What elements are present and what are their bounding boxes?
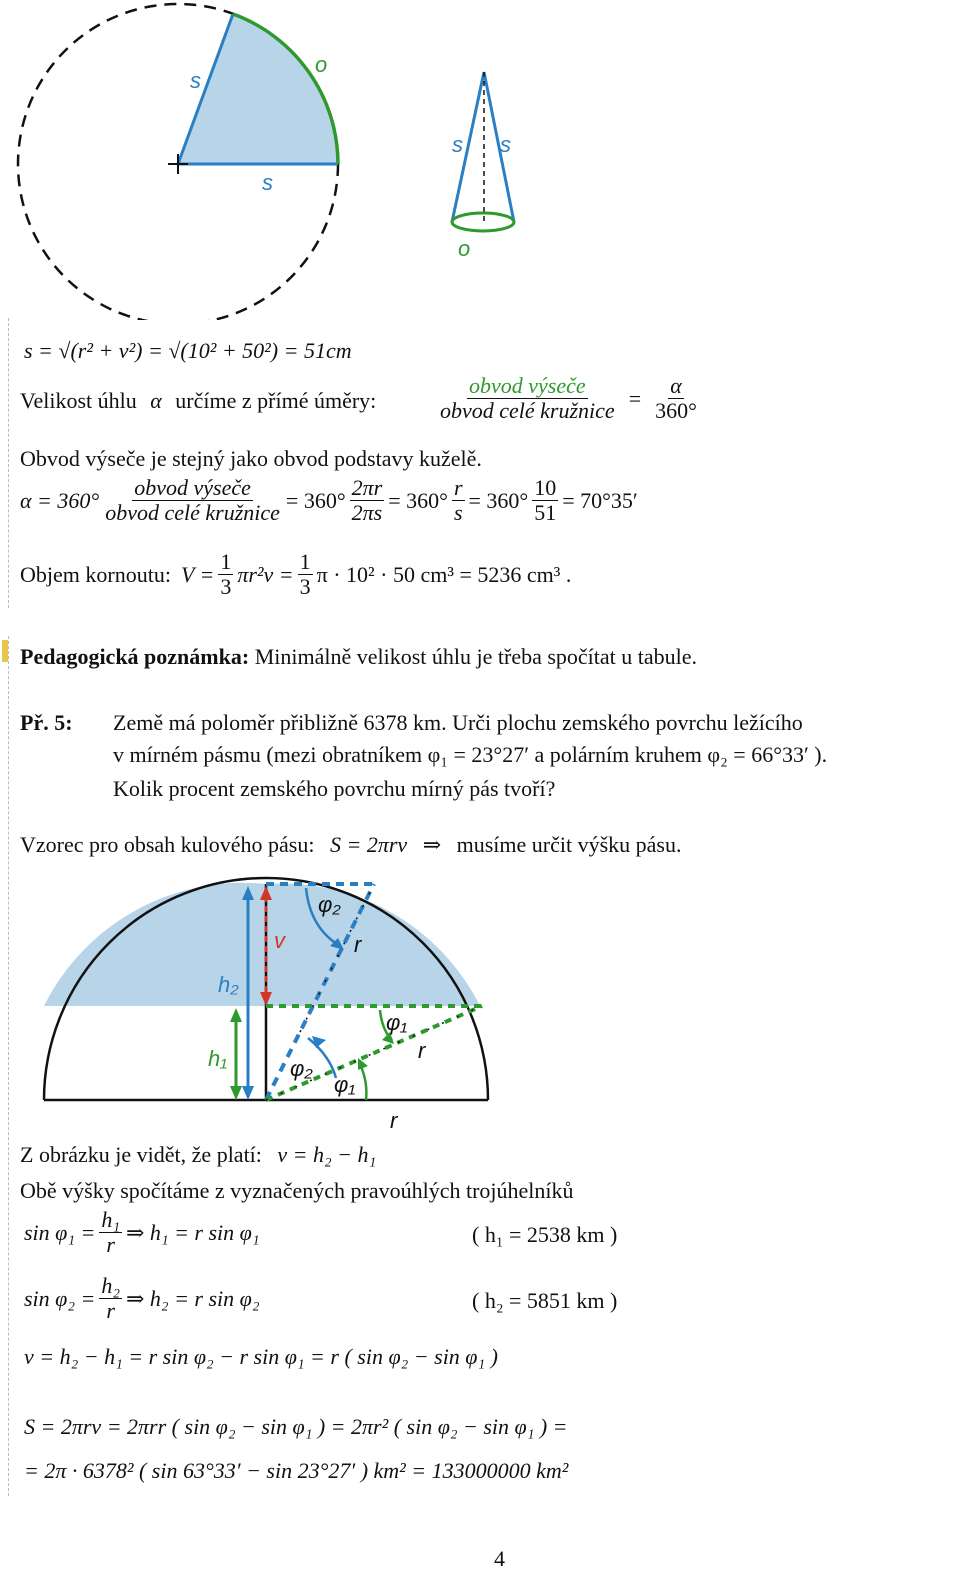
velikost-rest: určíme z přímé úměry:	[175, 388, 377, 413]
frac-alpha	[653, 374, 699, 423]
sin1-frac	[99, 1208, 122, 1257]
alpha-eq4: = 360°	[468, 487, 529, 513]
v-equation: v = h₂ − h₁ = r sin φ₂ − r sin φ₁ = r ( sin φ₂ − sin φ₁ )	[24, 1344, 498, 1369]
sin2-num: h₂	[101, 1273, 120, 1298]
label-phi1-low: φ₁	[334, 1072, 356, 1097]
pr5-line1: Země má poloměr přibližně 6378 km. Urči plochu zemského povrchu ležícího	[113, 710, 803, 735]
label-v: v	[274, 928, 285, 953]
vzorec-tail: musíme určit výšku pásu.	[456, 832, 682, 857]
obe-vysky-line: Obě výšky spočítáme z vyznačených pravoúhlých trojúhelníků	[20, 1178, 574, 1203]
pr5-line3: Kolik procent zemského povrchu mírný pás tvoří?	[113, 776, 556, 801]
sin1-result: ( h₁ = 2538 km )	[472, 1222, 618, 1247]
h2-arrow-bottom	[242, 1086, 254, 1100]
objem-tail: π · 10² · 50 cm³ = 5236 cm³ .	[316, 561, 572, 587]
label-h1: h₁	[208, 1046, 228, 1071]
S-equation-2: = 2π · 6378² ( sin 63°33′ − sin 23°27′ ) km² = 133000000 km²	[24, 1458, 569, 1483]
vzorec-lead: Vzorec pro obsah kulového pásu:	[20, 832, 315, 857]
radius-h1	[266, 1006, 482, 1100]
figure-spherical-zone	[0, 860, 960, 1140]
pr5-label: Př. 5:	[20, 710, 73, 735]
sin1-equation	[24, 1208, 259, 1257]
label-o-cone: o	[458, 236, 471, 261]
label-o-arc: o	[315, 52, 328, 77]
phi2-low-arrowhead	[312, 1036, 326, 1048]
sin1-den: r	[106, 1232, 115, 1257]
margin-guide-top	[8, 318, 9, 608]
label-phi2-top: φ₂	[318, 892, 341, 917]
objem-mid: πr²v =	[237, 561, 294, 587]
alpha-frac2	[350, 476, 385, 525]
z-obrazku-line	[20, 1142, 376, 1168]
alpha-eq3: = 360°	[388, 487, 448, 513]
objem-f1-den: 3	[220, 574, 232, 599]
frac-vysece-num: obvod výseče	[469, 373, 586, 398]
label-s-left: s	[190, 68, 201, 93]
alpha-frac1	[103, 476, 282, 525]
velikost-alpha: α	[150, 388, 162, 413]
proportion: $\frac{\text{obvod výseče}}{\text{obvod celé kružnice}}$ = $\frac{\alpha}{360^\circ}$	[440, 373, 697, 423]
label-r-top: r	[354, 932, 362, 957]
obvod-line: Obvod výseče je stejný jako obvod podstavy kuželě.	[20, 446, 482, 471]
page-number: 4	[494, 1546, 505, 1571]
frac-alpha-den: 360°	[655, 398, 697, 423]
label-s-bottom: s	[262, 170, 273, 195]
pedagogical-note	[20, 644, 697, 670]
label-r-mid: r	[418, 1038, 426, 1063]
formula-s: s = √(r² + v²) = √(10² + 50²) = 51cm	[24, 338, 352, 363]
alpha-frac1-num: obvod výseče	[134, 475, 251, 500]
label-h2: h₂	[218, 972, 239, 997]
sin1-left: sin φ₁ =	[24, 1219, 96, 1245]
alpha-frac2-num: 2πr	[351, 475, 383, 500]
sin2-left: sin φ₂ =	[24, 1285, 96, 1311]
alpha-frac4-num: 10	[534, 475, 557, 500]
sin1-num: h₁	[101, 1207, 120, 1232]
objem-frac2	[298, 550, 313, 599]
alpha-frac1-den: obvod celé kružnice	[105, 500, 280, 525]
frac-vysece-den: obvod celé kružnice	[440, 398, 615, 423]
vzorec-formula: S = 2πrv	[329, 832, 408, 857]
h1-arrow-bottom	[230, 1086, 242, 1100]
cone-base	[452, 213, 514, 231]
alpha-frac3	[452, 476, 465, 525]
label-r-bottom: r	[390, 1108, 398, 1133]
ped-bold: Pedagogická poznámka:	[20, 644, 250, 669]
objem-lead: Objem kornoutu:	[20, 561, 171, 587]
frac-alpha-num: α	[670, 373, 682, 398]
vzorec-line	[20, 832, 682, 858]
alpha-frac3-den: s	[453, 500, 463, 525]
label-s-cone-right: s	[500, 132, 511, 157]
label-phi2-low: φ₂	[290, 1056, 313, 1081]
objem-frac1	[218, 550, 233, 599]
label-phi1-mid: φ₁	[386, 1010, 408, 1035]
alpha-eq2: = 360°	[285, 487, 346, 513]
alpha-frac2-den: 2πs	[351, 500, 383, 525]
sin1-right: ⇒ h₁ = r sin φ₁	[126, 1219, 260, 1245]
alpha-eq-lead: α = 360°	[20, 487, 100, 513]
sin2-equation	[24, 1274, 259, 1323]
objem-V: V =	[180, 561, 215, 587]
S-equation-1: S = 2πrv = 2πrr ( sin φ₂ − sin φ₁ ) = 2πr² ( sin φ₂ − sin φ₁ ) =	[24, 1414, 568, 1439]
vzorec-arrow: ⇒	[422, 832, 442, 857]
margin-mark	[2, 640, 8, 662]
ped-rest: Minimálně velikost úhlu je třeba spočítat u tabule.	[254, 644, 698, 669]
velikost-lead: Velikost úhlu	[20, 388, 137, 413]
phi1-low-arc	[360, 1064, 366, 1100]
objem-f2-num: 1	[299, 549, 311, 574]
alpha-equation	[20, 476, 638, 525]
h1-arrow-top	[230, 1008, 242, 1022]
z-obrazku-formula: v = h₂ − h₁	[277, 1142, 377, 1167]
alpha-result: = 70°35′	[562, 487, 638, 513]
velikost-line	[20, 388, 376, 414]
label-s-cone-left: s	[452, 132, 463, 157]
frac-vysece	[438, 374, 617, 423]
pr5-line2: v mírném pásmu (mezi obratníkem φ₁ = 23°27′ a polárním kruhem φ₂ = 66°33′ ).	[113, 742, 828, 767]
objem-f2-den: 3	[299, 574, 311, 599]
sin2-result: ( h₂ = 5851 km )	[472, 1288, 618, 1313]
alpha-frac3-num: r	[453, 475, 463, 500]
figure-sector-cone	[0, 0, 960, 320]
sin2-den: r	[106, 1298, 115, 1323]
objem-f1-num: 1	[220, 549, 232, 574]
sin2-frac	[99, 1274, 122, 1323]
objem-equation	[20, 550, 571, 599]
alpha-frac4	[532, 476, 558, 525]
sector-fill	[178, 14, 338, 164]
sin2-right: ⇒ h₂ = r sin φ₂	[126, 1285, 260, 1311]
z-obrazku-text: Z obrázku je vidět, že platí:	[20, 1142, 262, 1167]
alpha-frac4-den: 51	[534, 500, 557, 525]
